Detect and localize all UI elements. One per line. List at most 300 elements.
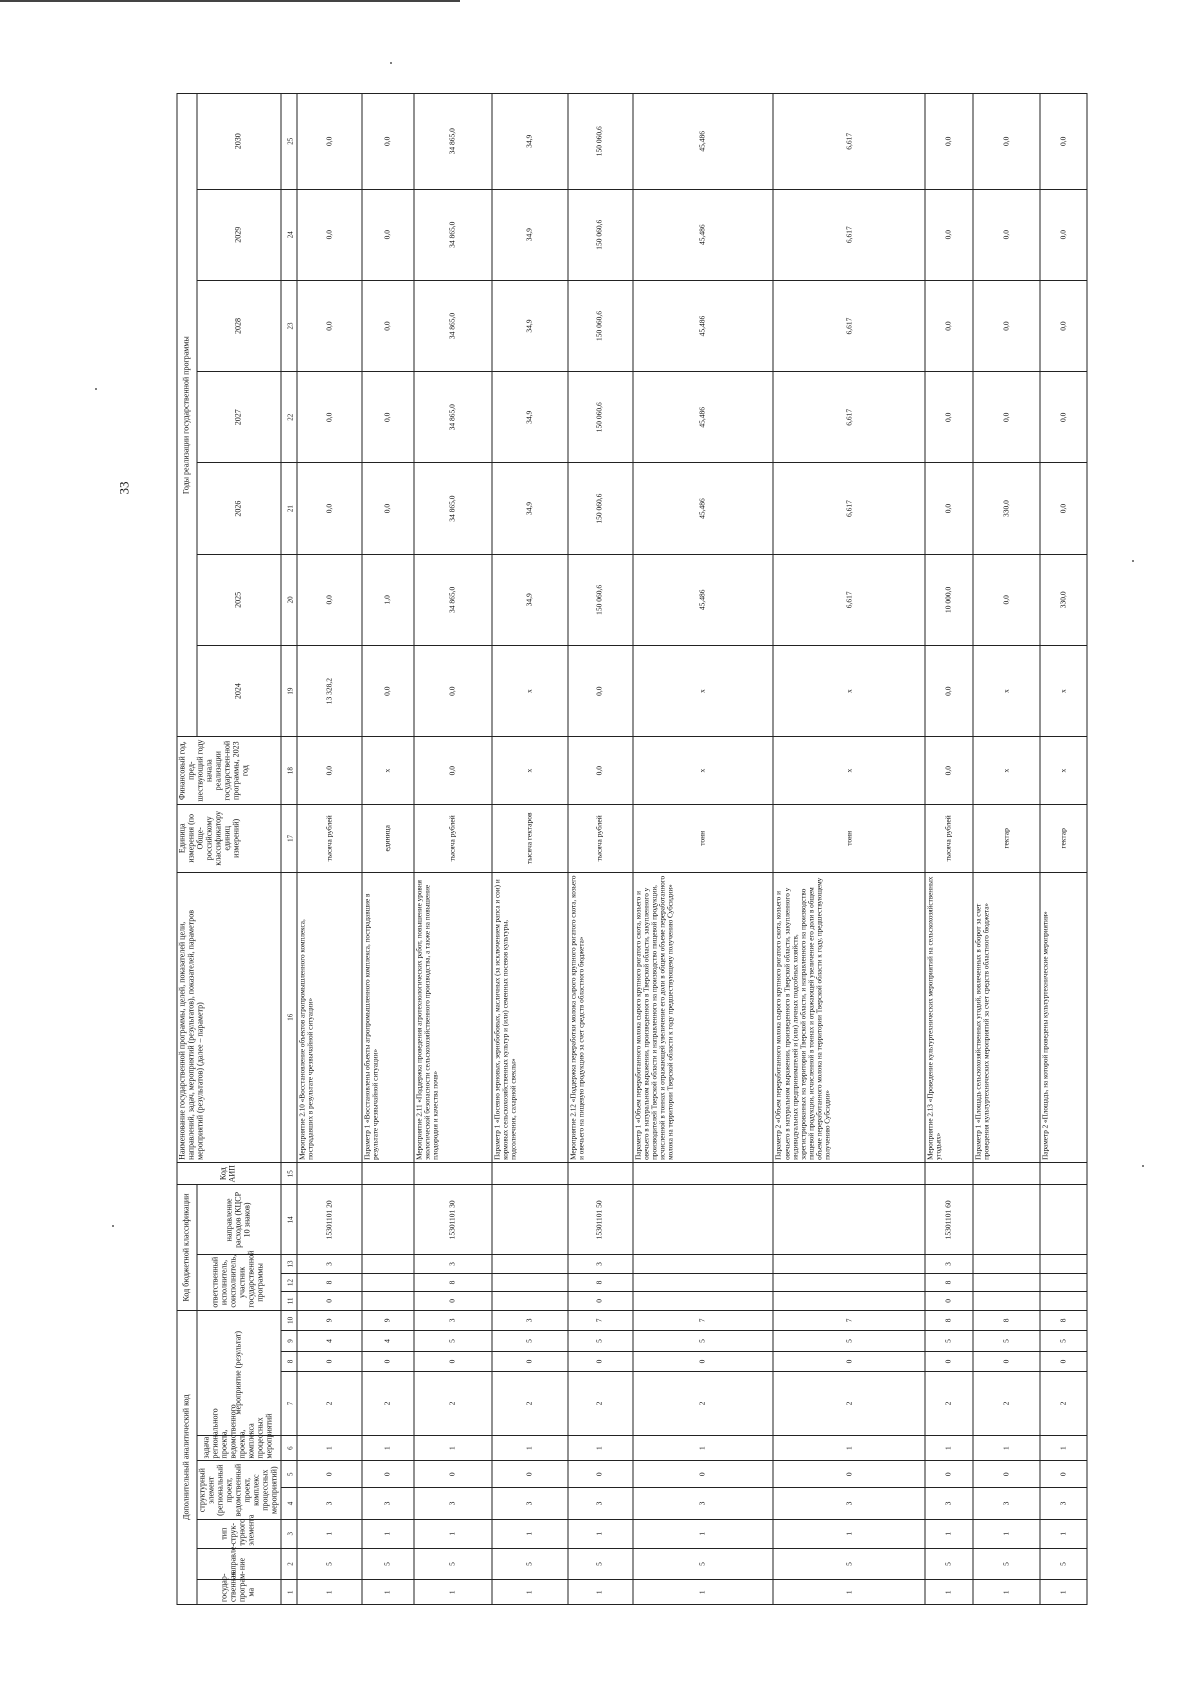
year-value-cell: 6,617 [773, 372, 925, 463]
year-value-cell: 330,0 [1039, 554, 1086, 645]
description-cell: Параметр 1 «Площадь сельскохозяйственных угодий, вовлеченных в оборот за счет проведения культуртехнических мероприятий за счет средств областного бюджета» [972, 872, 1039, 1162]
code-cell: 0 [567, 1461, 632, 1488]
unit-cell: тысяча рублей [413, 804, 491, 872]
header-year: 2025 [197, 554, 281, 645]
code-cell: 2 [925, 1372, 973, 1436]
header-fin-year: Финансовый год, пред-шествующий году начала реализации государствен-ной программы, 2023 год [177, 737, 281, 805]
column-index-cell: 5 [280, 1461, 296, 1488]
year-value-cell: 34,9 [491, 280, 567, 371]
year-value-cell: 34 865,0 [413, 372, 491, 463]
table-row [925, 94, 973, 1605]
code-cell: 1 [972, 1435, 1039, 1461]
column-index-cell: 23 [280, 280, 296, 371]
code-cell: 5 [413, 1548, 491, 1580]
description-cell: Параметр 2 «Объем переработанного молока сырого крупного рогатого скота, козьего и овечьего в натуральном выражении, произведенного в Тверской области, закупленного у индивидуальных предпринимателей и (или) личных подсобных хозяйств, зарегистрированных на территории Тверской области, и направленного на производство пищевой продукции, исчисленной в тоннах и отражающей увеличение его доли в общем объеме переработанного молока на территории Тверской области к году, предшествующему получению Субсидии» [773, 872, 925, 1162]
column-index-cell: 20 [280, 554, 296, 645]
aip-cell [925, 1162, 973, 1185]
code-cell: 0 [567, 1351, 632, 1372]
code-cell: 0 [632, 1351, 773, 1372]
kcsr-cell: 15301101 60 [925, 1185, 973, 1255]
code-cell: 1 [972, 1580, 1039, 1605]
year-value-cell: 150 060,6 [567, 372, 632, 463]
year-value-cell: 34 865,0 [413, 554, 491, 645]
year-value-cell: 45,486 [632, 189, 773, 280]
code-cell: 1 [491, 1435, 567, 1461]
year-value-cell: 0,0 [361, 280, 413, 371]
year-value-cell: 0,0 [361, 646, 413, 737]
code-cell: 8 [1039, 1310, 1086, 1331]
year-value-cell: х [632, 646, 773, 737]
code-cell: 7 [567, 1310, 632, 1331]
year-value-cell: 45,486 [632, 280, 773, 371]
base-year-cell: х [491, 737, 567, 805]
code-cell: 2 [632, 1372, 773, 1436]
column-index-cell: 7 [280, 1372, 296, 1436]
column-index-row [280, 94, 296, 1605]
year-value-cell: 6,617 [773, 554, 925, 645]
column-index-cell: 16 [280, 872, 296, 1162]
code-cell: 8 [296, 1273, 361, 1291]
code-cell: 1 [632, 1435, 773, 1461]
year-value-cell: 34,9 [491, 94, 567, 190]
code-cell: 3 [413, 1255, 491, 1273]
table-row [972, 94, 1039, 1605]
kcsr-cell [972, 1185, 1039, 1255]
document-table-area [176, 93, 1085, 1605]
code-cell: 0 [773, 1461, 925, 1488]
code-cell: 2 [413, 1372, 491, 1436]
header-unit: Единица измерения (по Обще-российскому классификатору единиц измерений) [177, 804, 281, 872]
table-row [632, 94, 773, 1605]
year-value-cell: х [1039, 646, 1086, 737]
code-cell: 5 [773, 1548, 925, 1580]
code-cell: 5 [1039, 1548, 1086, 1580]
code-cell: 1 [925, 1435, 973, 1461]
unit-cell: тысяча гектаров [491, 804, 567, 872]
kcsr-cell: 15301101 20 [296, 1185, 361, 1255]
code-cell [491, 1273, 567, 1291]
code-cell [1039, 1255, 1086, 1273]
description-cell: Мероприятие 2.11 «Поддержка проведения агротехнологических работ, повышение уровня экологической безопасности сельскохозяйственного производства, а также на повышение плодородия и качества почв» [413, 872, 491, 1162]
code-cell: 3 [296, 1488, 361, 1520]
year-value-cell: 0,0 [361, 189, 413, 280]
kcsr-cell [773, 1185, 925, 1255]
year-value-cell: 45,486 [632, 554, 773, 645]
base-year-cell: 0,0 [413, 737, 491, 805]
code-cell: 5 [1039, 1331, 1086, 1352]
code-cell: 5 [567, 1548, 632, 1580]
column-index-cell: 8 [280, 1351, 296, 1372]
column-index-cell: 2 [280, 1548, 296, 1580]
year-value-cell: 0,0 [972, 280, 1039, 371]
code-cell [972, 1273, 1039, 1291]
code-cell: 1 [567, 1519, 632, 1548]
base-year-cell: 0,0 [925, 737, 973, 805]
code-cell: 9 [361, 1310, 413, 1331]
description-cell: Параметр 1 «Объем переработанного молока сырого крупного рогатого скота, козьего и овечьего в натуральном выражении, произведенного в Тверской области, закупленного у производителей Тверской области и направленного на производство пищевой продукции, исчисленной в тоннах и отражающей увеличение его доли в общем объеме переработанного молока на территории Тверской области к году предшествующему получению Субсидии» [632, 872, 773, 1162]
code-cell: 1 [361, 1580, 413, 1605]
code-cell: 3 [413, 1488, 491, 1520]
unit-cell: единица [361, 804, 413, 872]
header-year: 2030 [197, 94, 281, 190]
code-cell: 3 [1039, 1488, 1086, 1520]
code-cell: 8 [925, 1273, 973, 1291]
base-year-cell: х [361, 737, 413, 805]
description-cell: Параметр 2 «Площадь, на которой проведены культуртехнические мероприятия» [1039, 872, 1086, 1162]
column-index-cell: 13 [280, 1255, 296, 1273]
year-value-cell: 0,0 [296, 463, 361, 554]
year-value-cell: 0,0 [296, 372, 361, 463]
page-number: 33 [116, 481, 132, 495]
header-name: Наименование государственной программы, целей, показателей цели, направлений, задач, мероприятий (результатов), показателей, параметров мероприятий (результатов) (далее – параметр) [177, 872, 281, 1162]
column-index-cell: 3 [280, 1519, 296, 1548]
year-value-cell: 6,617 [773, 189, 925, 280]
code-cell: 0 [632, 1461, 773, 1488]
code-cell: 5 [773, 1331, 925, 1352]
header-struct: структурный элемент (региональный проект, ведомственный проект, комплекс процессных мероприятий) [197, 1461, 281, 1519]
code-cell: 1 [567, 1435, 632, 1461]
year-value-cell: 34 865,0 [413, 189, 491, 280]
header-tip: тип струк-турного элемента [197, 1519, 281, 1548]
code-cell [361, 1255, 413, 1273]
unit-cell: тысяча рублей [296, 804, 361, 872]
header-year: 2024 [197, 646, 281, 737]
unit-cell: тонн [773, 804, 925, 872]
code-cell: 3 [361, 1488, 413, 1520]
year-value-cell: 150 060,6 [567, 189, 632, 280]
code-cell: 5 [632, 1548, 773, 1580]
table-row [296, 94, 361, 1605]
column-index-cell: 9 [280, 1331, 296, 1352]
year-value-cell: 0,0 [1039, 94, 1086, 190]
code-cell: 1 [567, 1580, 632, 1605]
aip-cell [1039, 1162, 1086, 1185]
code-cell: 1 [773, 1580, 925, 1605]
year-value-cell: 0,0 [361, 463, 413, 554]
year-value-cell: 45,486 [632, 372, 773, 463]
code-cell: 1 [296, 1435, 361, 1461]
header-gp: государ-ственная програм-ма [197, 1580, 281, 1605]
code-cell: 0 [491, 1351, 567, 1372]
code-cell: 4 [296, 1331, 361, 1352]
code-cell: 8 [567, 1273, 632, 1291]
year-value-cell: 330,0 [972, 463, 1039, 554]
header-napr: направле-ние [197, 1548, 281, 1580]
scan-border-line [0, 0, 460, 2]
year-value-cell: 0,0 [413, 646, 491, 737]
year-value-cell: 0,0 [925, 94, 973, 190]
code-cell [773, 1273, 925, 1291]
kcsr-cell [491, 1185, 567, 1255]
code-cell: 0 [972, 1461, 1039, 1488]
code-cell: 3 [925, 1488, 973, 1520]
year-value-cell: 0,0 [361, 372, 413, 463]
base-year-cell: х [773, 737, 925, 805]
code-cell: 0 [567, 1292, 632, 1310]
base-year-cell: х [632, 737, 773, 805]
base-year-cell: 0,0 [296, 737, 361, 805]
year-value-cell: 34 865,0 [413, 280, 491, 371]
header-zadacha: задача регионального проекта, ведомственного проекта, комплекса процессных мероприятий [197, 1435, 281, 1461]
year-value-cell: 6,617 [773, 94, 925, 190]
column-index-cell: 24 [280, 189, 296, 280]
code-cell [632, 1292, 773, 1310]
year-value-cell: 34,9 [491, 189, 567, 280]
code-cell: 1 [925, 1580, 973, 1605]
column-index-cell: 4 [280, 1488, 296, 1520]
code-cell: 3 [567, 1255, 632, 1273]
year-value-cell: 0,0 [296, 189, 361, 280]
code-cell: 5 [925, 1548, 973, 1580]
aip-cell [413, 1162, 491, 1185]
header-rashod: направление расходов (КЦСР 10 знаков) [197, 1185, 281, 1255]
code-cell: 1 [972, 1519, 1039, 1548]
unit-cell: гектар [972, 804, 1039, 872]
aip-cell [632, 1162, 773, 1185]
code-cell: 8 [413, 1273, 491, 1291]
code-cell: 3 [296, 1255, 361, 1273]
kcsr-cell [1039, 1185, 1086, 1255]
year-value-cell: 0,0 [925, 280, 973, 371]
description-cell: Мероприятие 2.12 «Поддержка переработки молока сырого крупного рогатого скота, козьего и овечьего на пищевую продукцию за счет средств областного бюджета» [567, 872, 632, 1162]
code-cell: 3 [925, 1255, 973, 1273]
year-value-cell: 0,0 [972, 554, 1039, 645]
base-year-cell: х [972, 737, 1039, 805]
code-cell: 3 [632, 1488, 773, 1520]
code-cell: 2 [972, 1372, 1039, 1436]
code-cell: 1 [773, 1519, 925, 1548]
code-cell: 0 [1039, 1351, 1086, 1372]
aip-cell [773, 1162, 925, 1185]
base-year-cell: 0,0 [567, 737, 632, 805]
code-cell: 9 [296, 1310, 361, 1331]
code-cell: 0 [925, 1461, 973, 1488]
unit-cell: тысяча рублей [925, 804, 973, 872]
code-cell: 1 [491, 1580, 567, 1605]
code-cell: 5 [632, 1331, 773, 1352]
year-value-cell: 0,0 [1039, 372, 1086, 463]
unit-cell: тонн [632, 804, 773, 872]
header-years: Годы реализации государственной программы [177, 94, 197, 737]
description-cell: Мероприятие 2.13 «Проведение культуртехнических мероприятий на сельскохозяйственных угодьях» [925, 872, 973, 1162]
code-cell: 1 [1039, 1580, 1086, 1605]
table-row [413, 94, 491, 1605]
base-year-cell: х [1039, 737, 1086, 805]
year-value-cell: 150 060,6 [567, 280, 632, 371]
code-cell: 3 [491, 1488, 567, 1520]
year-value-cell: 0,0 [567, 646, 632, 737]
code-cell: 0 [1039, 1461, 1086, 1488]
year-value-cell: 150 060,6 [567, 554, 632, 645]
code-cell [632, 1273, 773, 1291]
code-cell: 5 [972, 1331, 1039, 1352]
code-cell [361, 1292, 413, 1310]
code-cell [773, 1255, 925, 1273]
unit-cell: гектар [1039, 804, 1086, 872]
code-cell [491, 1292, 567, 1310]
year-value-cell: 150 060,6 [567, 463, 632, 554]
scan-speck [95, 388, 97, 390]
code-cell: 1 [413, 1435, 491, 1461]
code-cell: 0 [925, 1351, 973, 1372]
code-cell: 5 [925, 1331, 973, 1352]
header-kbk: Код бюджетной классификации [177, 1185, 197, 1310]
code-cell: 2 [773, 1372, 925, 1436]
year-value-cell: 0,0 [925, 189, 973, 280]
code-cell: 1 [491, 1519, 567, 1548]
year-value-cell: 0,0 [925, 372, 973, 463]
year-value-cell: 34,9 [491, 463, 567, 554]
code-cell [773, 1292, 925, 1310]
code-cell: 3 [972, 1488, 1039, 1520]
column-index-cell: 1 [280, 1580, 296, 1605]
code-cell: 1 [925, 1519, 973, 1548]
header-year: 2027 [197, 372, 281, 463]
kcsr-cell: 15301101 30 [413, 1185, 491, 1255]
column-index-cell: 6 [280, 1435, 296, 1461]
description-cell: Параметр 1 «Восстановлены объекты агропромышленного комплекса, пострадавшие в результате чрезвычайной ситуации» [361, 872, 413, 1162]
year-value-cell: 1,0 [361, 554, 413, 645]
year-value-cell: 45,486 [632, 94, 773, 190]
code-cell: 5 [972, 1548, 1039, 1580]
program-table [176, 93, 1087, 1605]
code-cell: 0 [413, 1292, 491, 1310]
code-cell: 0 [296, 1292, 361, 1310]
year-value-cell: 0,0 [972, 372, 1039, 463]
code-cell: 1 [413, 1580, 491, 1605]
code-cell: 5 [491, 1548, 567, 1580]
code-cell: 3 [773, 1488, 925, 1520]
year-value-cell: 6,617 [773, 463, 925, 554]
year-value-cell: х [491, 646, 567, 737]
column-index-cell: 14 [280, 1185, 296, 1255]
code-cell: 8 [972, 1310, 1039, 1331]
code-cell: 0 [296, 1351, 361, 1372]
year-value-cell: 0,0 [1039, 189, 1086, 280]
code-cell: 2 [1039, 1372, 1086, 1436]
code-cell: 1 [632, 1580, 773, 1605]
year-value-cell: 13 328,2 [296, 646, 361, 737]
header-year: 2026 [197, 463, 281, 554]
column-index-cell: 25 [280, 94, 296, 190]
column-index-cell: 10 [280, 1310, 296, 1331]
code-cell: 1 [361, 1519, 413, 1548]
year-value-cell: 45,486 [632, 463, 773, 554]
code-cell: 5 [361, 1548, 413, 1580]
table-row [361, 94, 413, 1605]
column-index-cell: 19 [280, 646, 296, 737]
code-cell: 1 [361, 1435, 413, 1461]
code-cell: 3 [491, 1310, 567, 1331]
kcsr-cell [361, 1185, 413, 1255]
code-cell: 1 [773, 1435, 925, 1461]
scan-speck [112, 1225, 114, 1227]
code-cell: 0 [413, 1351, 491, 1372]
year-value-cell: 0,0 [296, 94, 361, 190]
description-cell: Параметр 1 «Посевно зерновых, зернобобовых, масличных (за исключением рапса и сои) и кормовых сельскохозяйственных культур и (или) семенных посевов культуры, подсолнечник, сахарной свеклы» [491, 872, 567, 1162]
code-cell: 7 [773, 1310, 925, 1331]
table-row [567, 94, 632, 1605]
code-cell: 0 [413, 1461, 491, 1488]
code-cell: 0 [773, 1351, 925, 1372]
code-cell: 2 [361, 1372, 413, 1436]
code-cell: 1 [1039, 1519, 1086, 1548]
column-index-cell: 11 [280, 1292, 296, 1310]
code-cell [632, 1255, 773, 1273]
table-row [1039, 94, 1086, 1605]
scan-speck [1132, 560, 1134, 562]
year-value-cell: 0,0 [1039, 463, 1086, 554]
year-value-cell: 150 060,6 [567, 94, 632, 190]
year-value-cell: 0,0 [1039, 280, 1086, 371]
code-cell [1039, 1292, 1086, 1310]
code-cell: 2 [567, 1372, 632, 1436]
code-cell: 2 [296, 1372, 361, 1436]
column-index-cell: 22 [280, 372, 296, 463]
aip-cell [296, 1162, 361, 1185]
header-kod-aip: Код АИП [177, 1162, 281, 1185]
table-row [491, 94, 567, 1605]
code-cell: 3 [413, 1310, 491, 1331]
header-otv: ответственный исполнитель, соисполнитель, участник государственной программы [197, 1255, 281, 1310]
code-cell: 0 [296, 1461, 361, 1488]
aip-cell [361, 1162, 413, 1185]
year-value-cell: х [972, 646, 1039, 737]
header-year: 2028 [197, 280, 281, 371]
code-cell: 1 [296, 1519, 361, 1548]
code-cell: 5 [296, 1548, 361, 1580]
code-cell: 5 [413, 1331, 491, 1352]
code-cell [361, 1273, 413, 1291]
header-dac: Дополнительный аналитический код [177, 1310, 197, 1604]
column-index-cell: 17 [280, 804, 296, 872]
year-value-cell: 0,0 [296, 554, 361, 645]
code-cell: 0 [361, 1461, 413, 1488]
aip-cell [491, 1162, 567, 1185]
code-cell: 0 [361, 1351, 413, 1372]
code-cell: 0 [972, 1351, 1039, 1372]
code-cell: 3 [567, 1488, 632, 1520]
table-row [773, 94, 925, 1605]
year-value-cell: 10 000,0 [925, 554, 973, 645]
code-cell: 5 [567, 1331, 632, 1352]
year-value-cell: 34,9 [491, 372, 567, 463]
year-value-cell: 0,0 [972, 189, 1039, 280]
kcsr-cell [632, 1185, 773, 1255]
column-index-cell: 12 [280, 1273, 296, 1291]
code-cell [972, 1255, 1039, 1273]
year-value-cell: х [773, 646, 925, 737]
code-cell [972, 1292, 1039, 1310]
code-cell: 1 [413, 1519, 491, 1548]
year-value-cell: 0,0 [925, 646, 973, 737]
year-value-cell: 0,0 [296, 280, 361, 371]
year-value-cell: 0,0 [925, 463, 973, 554]
code-cell: 1 [296, 1580, 361, 1605]
year-value-cell: 34 865,0 [413, 94, 491, 190]
kcsr-cell: 15301101 50 [567, 1185, 632, 1255]
year-value-cell: 0,0 [361, 94, 413, 190]
code-cell: 5 [491, 1331, 567, 1352]
header-merop: мероприятие (результат) [197, 1310, 281, 1435]
column-index-cell: 21 [280, 463, 296, 554]
column-index-cell: 18 [280, 737, 296, 805]
aip-cell [972, 1162, 1039, 1185]
year-value-cell: 6,617 [773, 280, 925, 371]
unit-cell: тысяча рублей [567, 804, 632, 872]
code-cell [491, 1255, 567, 1273]
code-cell [1039, 1273, 1086, 1291]
